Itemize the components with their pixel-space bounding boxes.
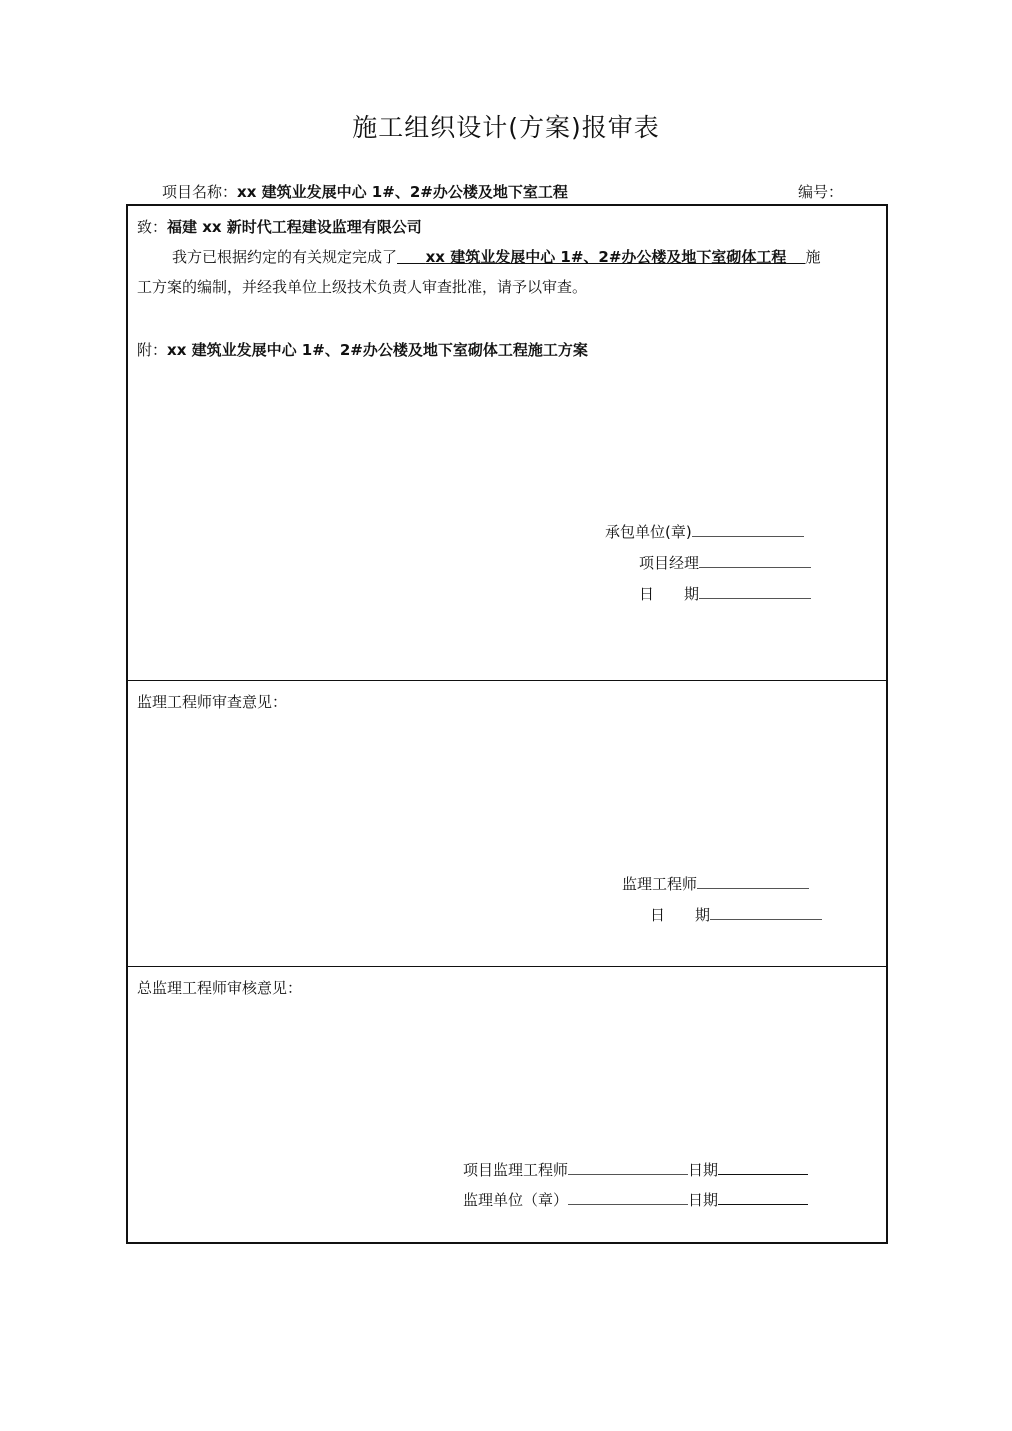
date-blank[interactable] [710,905,822,920]
date-label: 日期 [688,1191,719,1209]
pm-engineer-blank[interactable] [568,1160,688,1175]
engineer-sign-line [622,873,809,894]
project-label: 项目名称： [162,183,238,201]
page-title: 施工组织设计(方案)报审表 [352,113,660,142]
body-line-1 [172,246,821,267]
body-project-blank [397,248,806,266]
to-label: 致： [137,218,168,236]
chief-review-heading: 总监理工程师审核意见： [137,979,303,997]
date-label: 日 期 [639,585,700,603]
addressee-line [137,216,422,237]
body-suffix: 施 [805,248,821,266]
pm-blank[interactable] [699,553,811,568]
engineer-blank[interactable] [697,874,809,889]
code-label: 编号： [798,183,844,201]
date-blank[interactable] [718,1190,808,1205]
contractor-blank[interactable] [692,522,804,537]
submission-section [128,206,886,680]
date-blank[interactable] [699,584,811,599]
to-company: 福建 xx 新时代工程建设监理有限公司 [167,218,422,236]
engineer-review-section [128,680,886,967]
project-manager-line [639,552,811,573]
date-line-1 [639,583,811,604]
pm-engineer-label: 项目监理工程师 [463,1161,569,1179]
unit-label: 监理单位（章） [463,1191,569,1209]
attachment-line [137,339,588,360]
project-line [162,181,568,202]
date-label: 日期 [688,1161,719,1179]
chief-review-section [128,966,886,1243]
unit-seal-line [463,1189,808,1210]
contractor-label: 承包单位(章) [605,523,692,541]
attach-label: 附： [137,341,168,359]
pm-label: 项目经理 [639,554,700,572]
date-label: 日 期 [650,906,711,924]
engineer-review-heading: 监理工程师审查意见： [137,693,288,711]
unit-blank[interactable] [568,1190,688,1205]
pm-engineer-sign-line [463,1159,808,1180]
project-name: xx 建筑业发展中心 1#、2#办公楼及地下室工程 [237,183,568,201]
date-blank[interactable] [718,1160,808,1175]
form-table [126,204,888,1244]
body-prefix: 我方已根据约定的有关规定完成了 [172,248,398,266]
contractor-seal-line [605,521,804,542]
attach-text: xx 建筑业发展中心 1#、2#办公楼及地下室砌体工程施工方案 [167,341,588,359]
body-line-2: 工方案的编制，并经我单位上级技术负责人审查批准，请予以审查。 [137,278,588,296]
body-project: xx 建筑业发展中心 1#、2#办公楼及地下室砌体工程 [425,248,787,266]
engineer-label: 监理工程师 [622,875,698,893]
date-line-2 [650,904,822,925]
